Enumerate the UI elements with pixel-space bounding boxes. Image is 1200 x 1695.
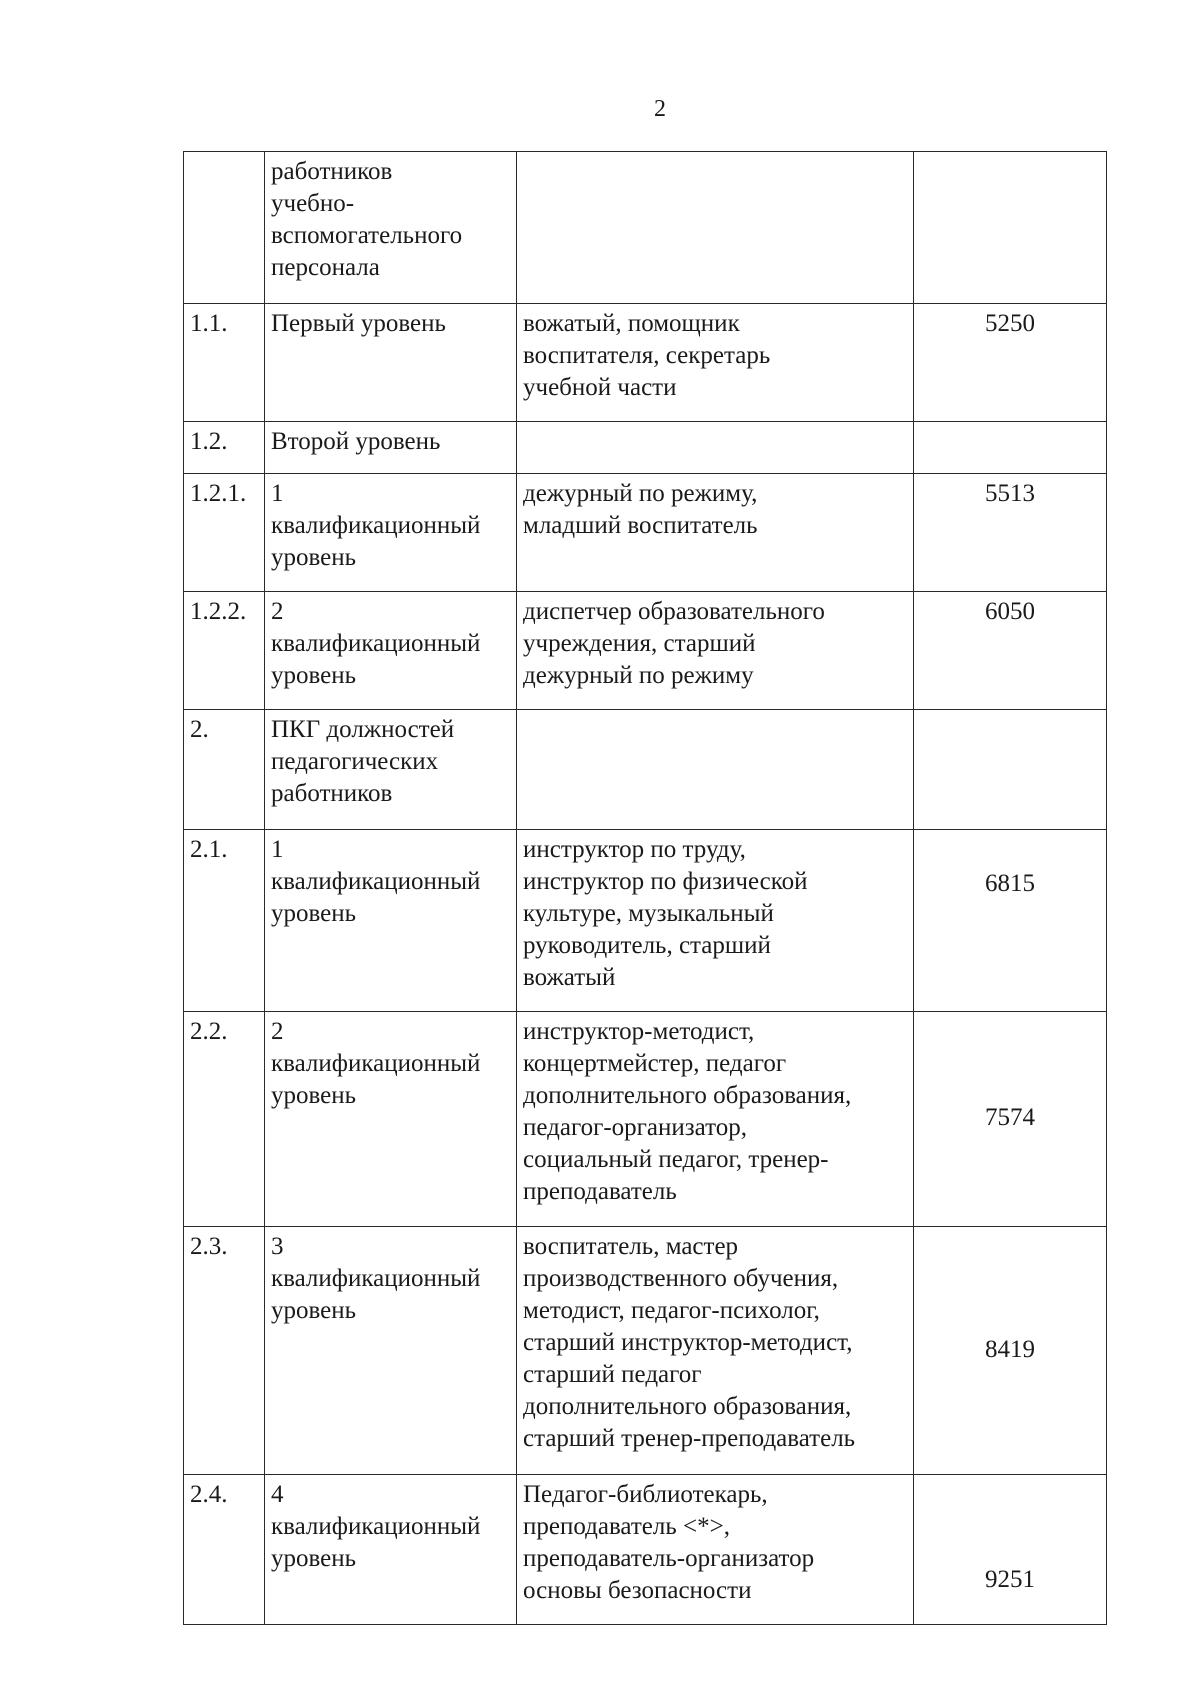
salary-value: 9251 [914,1475,1107,1625]
row-number: 1.2.2. [184,592,265,710]
salary-value: 6815 [914,830,1107,1012]
row-number: 1.2.1. [184,474,265,592]
qualification-level: 3 квалификационный уровень [265,1227,517,1475]
positions-list [517,152,914,304]
table-row [184,474,1107,592]
salary-value: 7574 [914,1012,1107,1227]
qualification-level: 2 квалификационный уровень [265,1012,517,1227]
row-number: 2. [184,710,265,830]
positions-list: диспетчер образовательного учреждения, старший дежурный по режиму [517,592,914,710]
table-row [184,1012,1107,1227]
row-number: 1.1. [184,304,265,422]
row-number: 2.2. [184,1012,265,1227]
qualification-level: 2 квалификационный уровень [265,592,517,710]
table-row [184,304,1107,422]
positions-list: дежурный по режиму, младший воспитатель [517,474,914,592]
table-row [184,710,1107,830]
row-number: 2.4. [184,1475,265,1625]
page-number: 2 [654,96,666,122]
positions-list [517,710,914,830]
salary-value [914,422,1107,474]
positions-list: инструктор по труду, инструктор по физической культуре, музыкальный руководитель, старший вожатый [517,830,914,1012]
positions-list: Педагог-библиотекарь, преподаватель <*>, преподаватель-организатор основы безопасности [517,1475,914,1625]
table-row [184,592,1107,710]
table-row [184,1475,1107,1625]
qualification-level: 1 квалификационный уровень [265,830,517,1012]
row-number [184,152,265,304]
salary-value: 5513 [914,474,1107,592]
table-row [184,422,1107,474]
positions-list: инструктор-методист, концертмейстер, педагог дополнительного образования, педагог-организатор, социальный педагог, тренер- преподаватель [517,1012,914,1227]
qualification-level: 4 квалификационный уровень [265,1475,517,1625]
positions-list [517,422,914,474]
qualification-level: Первый уровень [265,304,517,422]
salary-value: 8419 [914,1227,1107,1475]
salary-value: 5250 [914,304,1107,422]
row-number: 2.3. [184,1227,265,1475]
salary-value [914,710,1107,830]
table-row [184,830,1107,1012]
qualification-level: ПКГ должностей педагогических работников [265,710,517,830]
row-number: 1.2. [184,422,265,474]
qualification-level: Второй уровень [265,422,517,474]
salary-value: 6050 [914,592,1107,710]
positions-list: воспитатель, мастер производственного обучения, методист, педагог-психолог, старший инструктор-методист, старший педагог дополнительного образования, старший тренер-преподаватель [517,1227,914,1475]
positions-list: вожатый, помощник воспитателя, секретарь учебной части [517,304,914,422]
row-number: 2.1. [184,830,265,1012]
qualification-level: 1 квалификационный уровень [265,474,517,592]
qualification-level: работников учебно- вспомогательного персонала [265,152,517,304]
table-row [184,152,1107,304]
salary-value [914,152,1107,304]
salary-table [183,151,1107,1625]
table-row [184,1227,1107,1475]
